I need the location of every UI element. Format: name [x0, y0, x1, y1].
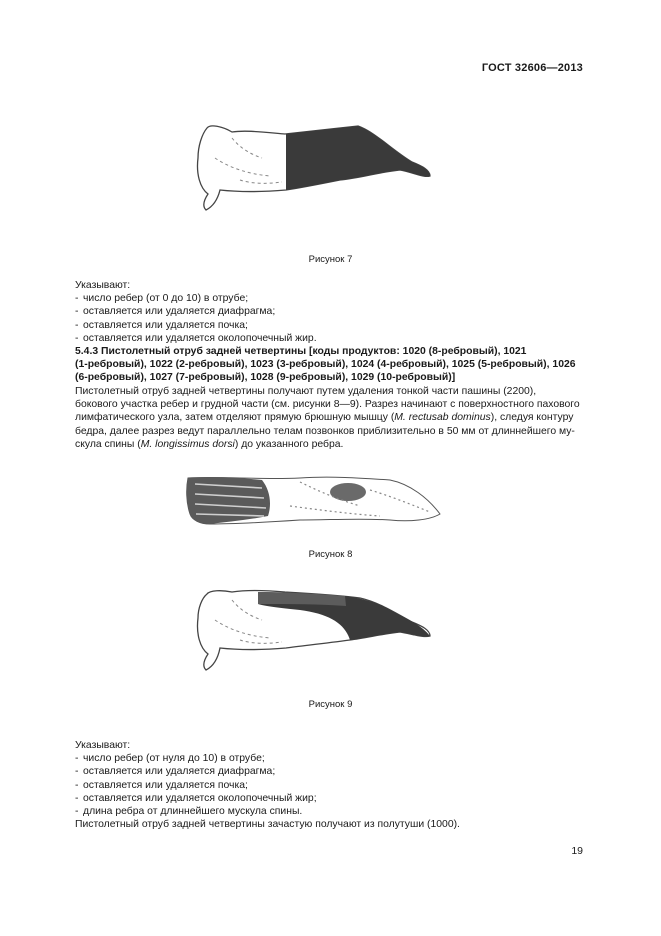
figure-8-drawing — [0, 470, 661, 535]
list-item: - оставляется или удаляется околопочечный жир. — [75, 332, 317, 344]
list-item: - оставляется или удаляется диафрагма; — [75, 766, 276, 778]
specify-intro: Указывают: — [75, 280, 131, 291]
section-body: Пистолетный отруб задней четвертины получают путем удаления тонкой части пашины (2200), бокового участка ребер и грудной части (см. рисунки 8—9). Разрез начинают с поверхностного пахового лимфатического узла, затем отделяют прямую брюшную мышцу (M. rectusab dominus), следуя контуру бедра, далее разрез ведут параллельно телам позвонков приблизительно в 50 мм от длиннейшего му- скула спины (M. longissimus dorsi) до указанного ребра. — [75, 386, 580, 450]
list-item: - число ребер (от нуля до 10) в отрубе; — [75, 753, 265, 765]
figure-8-caption: Рисунок 8 — [308, 549, 353, 560]
figure-9-caption: Рисунок 9 — [308, 699, 353, 710]
figure-7-caption: Рисунок 7 — [308, 254, 353, 265]
figure-9-drawing — [0, 584, 661, 684]
closing-sentence: Пистолетный отруб задней четвертины зачастую получают из полутуши (1000). — [75, 819, 460, 831]
list-item: - оставляется или удаляется околопочечный жир; — [75, 792, 317, 804]
list-item: - оставляется или удаляется почка; — [75, 319, 248, 331]
list-item: - число ребер (от 0 до 10) в отрубе; — [75, 293, 249, 305]
list-item: - длина ребра от длиннейшего мускула спины. — [75, 806, 303, 818]
list-item: - оставляется или удаляется почка; — [75, 779, 248, 791]
list-item: - оставляется или удаляется диафрагма; — [75, 306, 276, 318]
specify-intro: Указывают: — [75, 740, 131, 751]
specify-block-2 — [75, 739, 582, 831]
specify-block-1 — [75, 279, 582, 345]
standard-header: ГОСТ 32606—2013 — [481, 62, 583, 74]
page-number: 19 — [571, 845, 583, 857]
figure-7-drawing — [0, 118, 661, 218]
section-heading: 5.4.3 Пистолетный отруб задней четвертины [коды продуктов: 1020 (8-ребровый), 1021 (1-ребровый), 1022 (2-ребровый), 1023 (3-ребровый), 1024 (4-ребровый), 1025 (5-ребровый), 1026 (6-ребровый), 1027 (7-ребровый), 1028 (9-ребровый), 1029 (10-ребровый)] — [75, 346, 576, 384]
